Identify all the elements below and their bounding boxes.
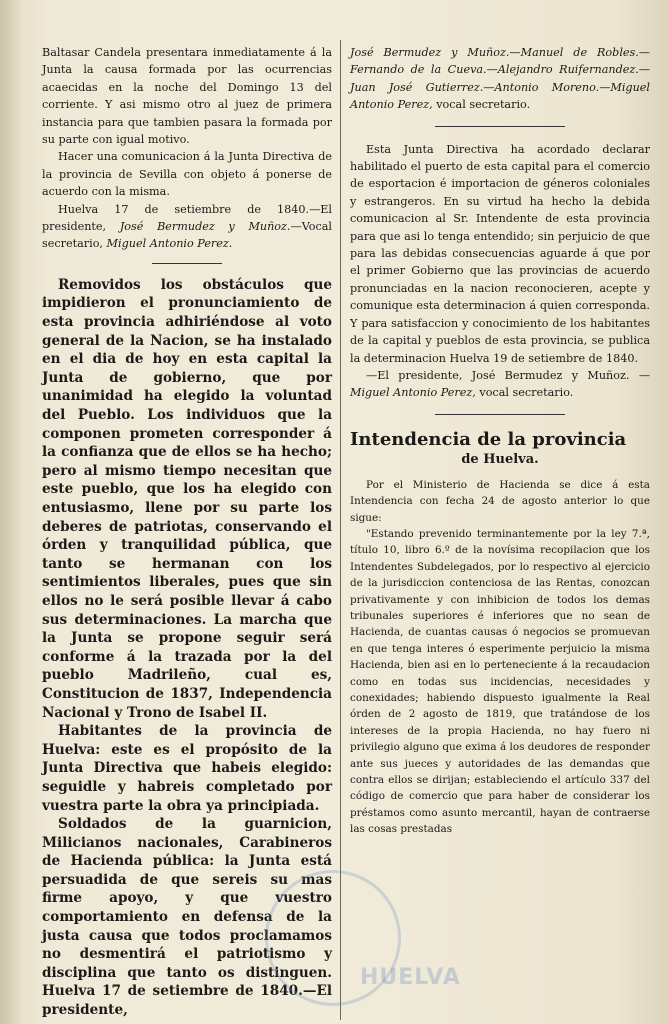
section-separator <box>435 126 565 127</box>
intendencia-body: "Estando prevenido terminantemente por la ley 7.ª, título 10, libro 6.º de la novísima recopilacion que los Intendentes Subdelegados, por lo respectivo al ejercicio de la jurisdiccion contenciosa de las Rentas, conozcan privativamente y con inhibicion de todos los demas tribunales superiores é inferiores que no sean de Hacienda, de cuantas causas ó negocios se promuevan en que tenga interes ó esperimente perjuicio la misma Hacienda, bien asi en lo perteneciente á la recaudacion como en todas sus incidencias, necesidades y conexidades; habiendo dispuesto igualmente la Real órden de 2 agosto de 1819, que tratándose de los intereses de la propia Hacienda, no hay fuero ni privilegio alguno que exima á los deudores de responder ante sus jueces y autoridades de las demandas que contra ellos se dirijan; estableciendo el artículo 337 del código de comercio que para haber de considerar los préstamos como asunto mercantil, hayan de contraerse las cosas prestadas <box>350 527 650 836</box>
section-heading: Intendencia de la provincia <box>350 428 627 450</box>
archive-watermark: HUELVA <box>360 965 461 990</box>
left-column <box>42 44 332 1020</box>
intendencia-intro: Por el Ministerio de Hacienda se dice á esta Intendencia con fecha 24 de agosto anterior lo que sigue: <box>350 478 650 524</box>
section-subheading: de Huelva. <box>461 451 539 467</box>
left-paragraph-2: Hacer una comunicacion á la Junta Directiva de la provincia de Sevilla con objeto á ponerse de acuerdo con la misma. <box>42 150 332 199</box>
signature-secretary: Miguel Antonio Perez. <box>106 237 233 251</box>
signatures-block: José Bermudez y Muñoz.—Manuel de Robles.—Fernando de la Cueva.—Alejandro Ruifernandez.—Juan José Gutierrez.—Antonio Moreno.—Miguel Antonio Perez, vocal secretario. <box>350 46 650 112</box>
date-line: Huelva 17 de setiembre de 1840. <box>58 202 310 216</box>
proclamation-paragraph-3: Soldados de la guarnicion, Milicianos nacionales, Carabineros de Hacienda pública: la Junta está persuadida de que sereis su mas firme apoyo, y que vuestro comportamiento en defensa de la justa causa que todos proclamamos no desmentirá el patriotismo y disciplina que tanto os distinguen. Huelva 17 de setiembre de 1840.—El presidente, <box>42 816 332 1019</box>
section-separator <box>435 414 565 415</box>
proclamation-paragraph-1: Removidos los obstáculos que impidieron el pronunciamiento de esta provincia adhiriéndose al voto general de la Nacion, se ha instalado en el dia de hoy en esta capital la Junta de gobierno, que por unanimidad ha elegido la voluntad del Pueblo. Los individuos que la componen prometen corresponder á la confianza que de ellos se ha hecho; pero al mismo tiempo necesitan que este pueblo, que los ha elegido con entusiasmo, llene por su parte los deberes de patriotas, conservando el órden y tranquilidad pública, que tanto se hermanan con los sentimientos liberales, pues que sin ellos no le será posible llevar á cabo sus determinaciones. La marcha que la Junta se propone seguir será conforme á la trazada por la del pueblo Madrileño, cual es, Constitucion de 1837, Independencia Nacional y Trono de Isabel II. <box>42 276 332 721</box>
signature-president: José Bermudez y Muñoz. <box>119 220 291 234</box>
left-paragraph-3: Huelva 17 de setiembre de 1840.—El presidente, José Bermudez y Muñoz.—Vocal secretario, Miguel Antonio Perez. <box>42 202 332 251</box>
left-paragraph-1: Baltasar Candela presentara inmediatamente á la Junta la causa formada por las ocurrencias acaecidas en la noche del Domingo 13 del corriente. Y asi mismo otro al juez de primera instancia para que tambien pasara la formada por su parte con igual motivo. <box>42 46 332 147</box>
right-column <box>350 44 650 838</box>
port-signature: —El presidente, José Bermudez y Muñoz. —Miguel Antonio Perez, vocal secretario. <box>350 368 650 400</box>
port-announcement: Esta Junta Directiva ha acordado declarar habilitado el puerto de esta capital para el comercio de esportacion é importacion de géneros coloniales y estrangeros. En su virtud ha hecho la debida comunicacion al Sr. Intendente de esta provincia para que asi lo tenga entendido; sin perjuicio de que para las debidas consecuencias aguarde á que por el primer Gobierno que las provincias de acuerdo pronunciadas en la nacion reconocieren, acepte y comunique esta determinacion á quien corresponda. Y para satisfaccion y conocimiento de los habitantes de la capital y pueblos de esta provincia, se publica la determinacion Huelva 19 de setiembre de 1840. <box>350 142 650 365</box>
page-spine-shadow <box>0 0 22 1024</box>
section-separator <box>152 263 222 264</box>
proclamation-paragraph-2: Habitantes de la provincia de Huelva: este es el propósito de la Junta Directiva que habeis elegido: seguidle y habreis completado por vuestra parte la obra ya principiada. <box>42 723 332 814</box>
